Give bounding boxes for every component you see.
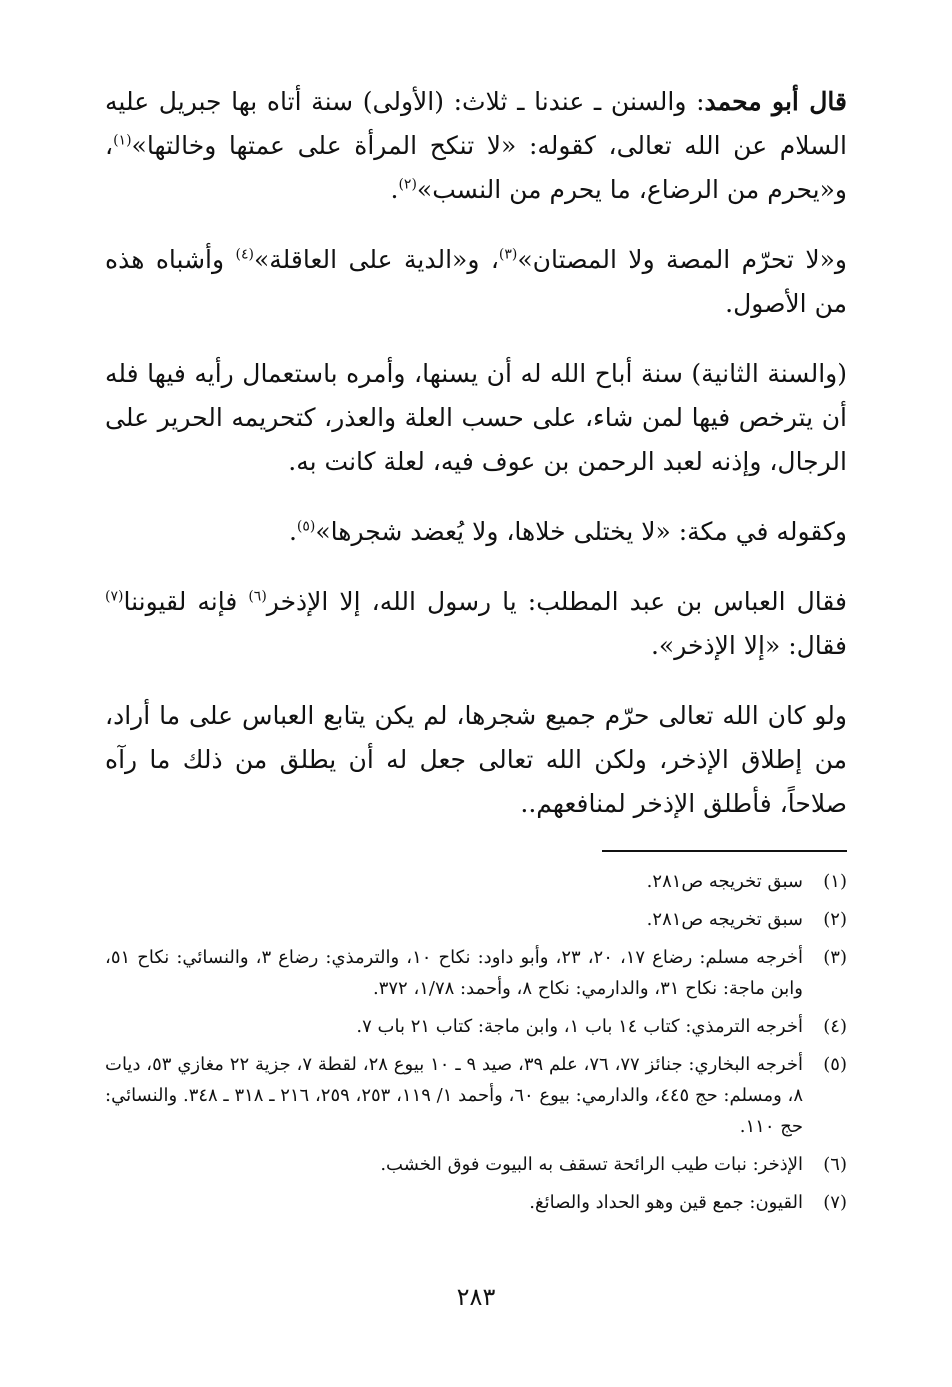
footnote-item <box>105 904 847 935</box>
text-run: و«لا تحرّم المصة ولا المصتان» <box>517 245 847 274</box>
footnote-number: (٢) <box>823 909 847 930</box>
footnote-text: سبق تخريجه ص٢٨١. <box>646 909 803 930</box>
footnote-ref[interactable]: (٢) <box>398 176 417 193</box>
main-text <box>105 80 847 852</box>
text-run: : والسنن ـ عندنا ـ ثلاث: (الأولى) سنة أتاه بها جبريل عليه السلام عن الله تعالى، كقوله: «لا تنكح المرأة على عمتها وخالتها» <box>105 87 847 160</box>
text-run: . <box>390 175 399 204</box>
footnote-text: أخرجه البخاري: جنائز ٧٧، ٧٦، علم ٣٩، صيد ٩ ـ ١٠ بيوع ٢٨، لقطة ٧، جزية ٢٢ مغازي ٥٣، ديات ٨، ومسلم: حج ٤٤٥، والدارمي: بيوع ٦٠، وأحمد ١/ ١١٩، ٢٥٣، ٢٥٩، ٢١٦ ـ ٣١٨ ـ ٣٤٨. والنسائي: حج ١١٠. <box>105 1054 804 1137</box>
paragraph-6 <box>105 694 847 826</box>
footnote-divider <box>602 850 847 852</box>
footnote-text: القيون: جمع قين وهو الحداد والصائغ. <box>529 1192 803 1213</box>
text-run: وأشباه هذه من الأصول. <box>105 245 847 318</box>
page-number: ٢٨٣ <box>456 1283 496 1311</box>
footnote-text: الإذخر: نبات طيب الرائحة تسقف به البيوت فوق الخشب. <box>380 1154 803 1175</box>
footnote-text: سبق تخريجه ص٢٨١. <box>646 871 803 892</box>
paragraph-lead: قال أبو محمد <box>704 87 848 116</box>
paragraph-5 <box>105 580 847 668</box>
footnote-ref[interactable]: (٧) <box>105 588 124 605</box>
footnote-ref[interactable]: (٥) <box>296 518 316 535</box>
footnote-item <box>105 1011 847 1042</box>
text-run: ، و«يحرم من الرضاع، ما يحرم من النسب» <box>105 131 847 204</box>
footnote-ref[interactable]: (٣) <box>498 246 518 263</box>
footnote-item <box>105 1049 847 1142</box>
text-run: (والسنة الثانية) سنة أباح الله له أن يسنها، وأمره باستعمال رأيه فيها فله أن يترخص فيها لمن شاء، على حسب العلة والعذر، كتحريمه الحرير على الرجال، وإذنه لعبد الرحمن بن عوف فيه، لعلة كانت به. <box>105 359 847 476</box>
paragraph-4 <box>105 510 847 554</box>
footnote-text: أخرجه الترمذي: كتاب ١٤ باب ١، وابن ماجة: كتاب ٢١ باب ٧. <box>356 1016 803 1037</box>
footnote-item <box>105 1187 847 1218</box>
text-run: وكقوله في مكة: «لا يختلى خلاها، ولا يُعضد شجرها» <box>315 517 847 546</box>
footnotes <box>105 866 847 1225</box>
text-run: . <box>288 517 297 546</box>
footnote-text: أخرجه مسلم: رضاع ١٧، ٢٠، ٢٣، وأبو داود: نكاح ١٠، والترمذي: رضاع ٣، والنسائي: نكاح ٥١، وابن ماجة: نكاح ٣١، والدارمي: نكاح ٨، وأحمد: ١/٧٨، ٣٧٢. <box>105 947 804 999</box>
footnote-item <box>105 1149 847 1180</box>
paragraph-1 <box>105 80 847 212</box>
footnote-number: (٦) <box>823 1154 847 1175</box>
text-run: ولو كان الله تعالى حرّم جميع شجرها، لم يكن يتابع العباس على ما أراد، من إطلاق الإذخر، ولكن الله تعالى جعل له أن يطلق من ذلك ما رآه صلاحاً، فأطلق الإذخر لمنافعهم.. <box>105 701 848 818</box>
footnote-ref[interactable]: (٦) <box>248 588 267 605</box>
footnote-item <box>105 866 847 897</box>
footnote-ref[interactable]: (٤) <box>235 246 254 263</box>
footnote-item <box>105 942 847 1004</box>
footnote-ref[interactable]: (١) <box>113 132 132 149</box>
footnote-number: (٤) <box>823 1016 847 1037</box>
text-run: فقال: «إلا الإذخر». <box>650 631 847 660</box>
footnote-number: (٧) <box>823 1192 847 1213</box>
paragraph-3 <box>105 352 847 484</box>
footnote-number: (٣) <box>823 947 847 968</box>
footnote-number: (٥) <box>823 1054 847 1075</box>
text-run: فقال العباس بن عبد المطلب: يا رسول الله، إلا الإذخر <box>266 587 847 616</box>
text-run: فإنه لقيوننا <box>123 587 249 616</box>
paragraph-2 <box>105 238 847 326</box>
text-run: ، و«الدية على العاقلة» <box>253 245 499 274</box>
footnote-number: (١) <box>823 871 847 892</box>
